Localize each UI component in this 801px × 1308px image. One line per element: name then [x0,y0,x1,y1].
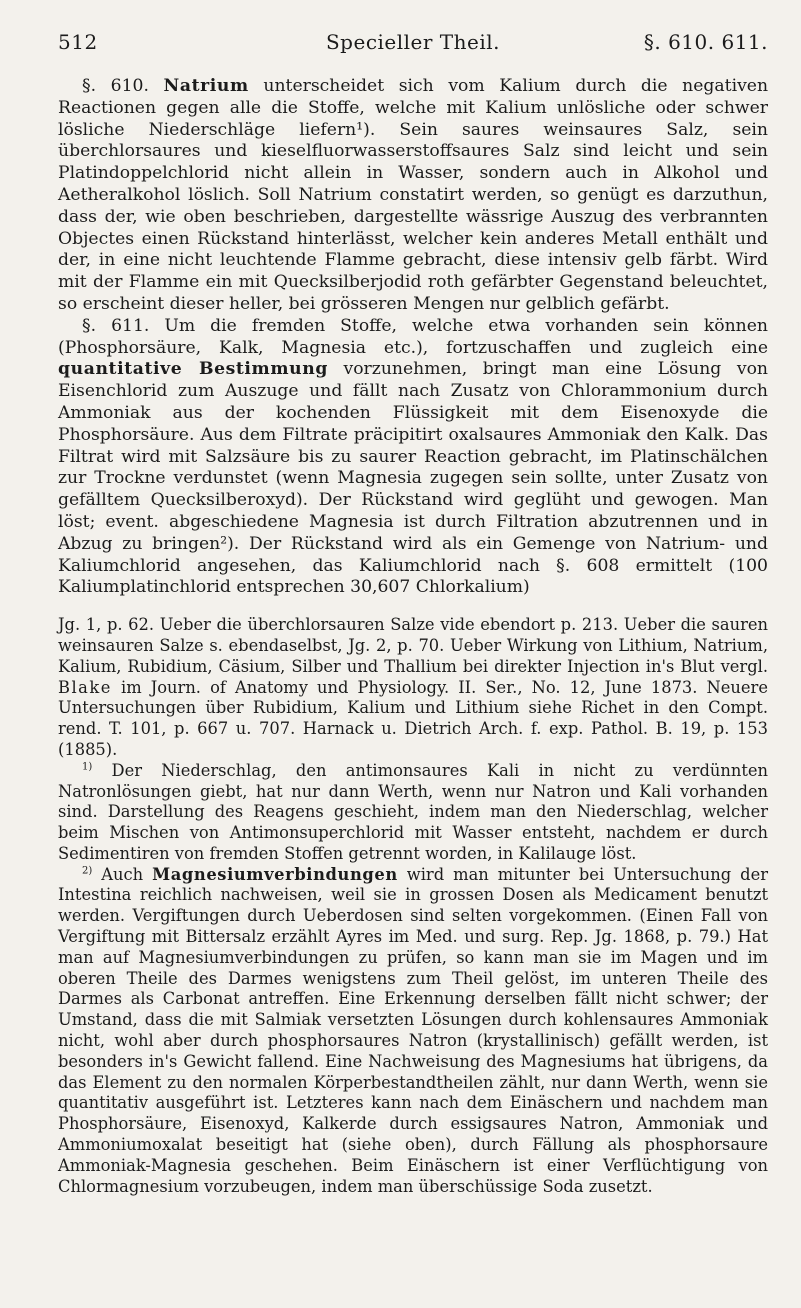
paragraph-611 [58,316,768,599]
keyword-magnesiumverbindungen: Magnesiumverbindungen [152,864,398,884]
footnote-1-mark: 1) [82,761,93,773]
footnote-continuation [58,615,768,761]
footnote-continuation-text-2: im Journ. of Anatomy und Physiology. II. Ser., No. 12, June 1873. Neuere Untersuchungen über Rubidium, Kalium und Lithium siehe Richet in den Compt. rend. T. 101, p. 667 u. 707. Harnack u. Dietrich Arch. f. exp. Pathol. B. 19, p. 153 (1885). [58,677,768,759]
section-611-text-before: Um die fremden Stoffe, welche etwa vorhanden sein können (Phosphorsäure, Kalk, Magnesia etc.), fortzuschaffen und zugleich eine [58,315,768,358]
footnote-1-text: Der Niederschlag, den antimonsaures Kali in nicht zu verdünnten Natronlösungen giebt, hat nur dann Werth, wenn nur Natron und Kali vorhanden sind. Darstellung des Reagens geschieht, indem man den Niederschlag, welcher beim Mischen von Antimonsuperchlorid mit Wasser entsteht, nachdem er durch Sedimentiren von fremden Stoffen getrennt worden, in Kalilauge löst. [58,760,768,863]
section-610-number: §. 610. [82,76,149,96]
footnote-2-lead: Auch [101,864,144,884]
footnotes [58,615,768,1197]
section-611-text-after: vorzunehmen, bringt man eine Lösung von Eisenchlorid zum Auszuge und fällt nach Zusatz von Chlorammonium durch Ammoniak aus der kochenden Flüssigkeit mit dem Eisenoxyde die Phosphorsäure. Aus dem Filtrate präcipitirt oxalsaures Ammoniak den Kalk. Das Filtrat wird mit Salzsäure bis zu saurer Reaction gebracht, im Platinschälchen zur Trockne verdunstet (wenn Magnesia zugegen sein sollte, unter Zusatz von gefälltem Quecksilberoxyd). Der Rückstand wird geglüht und gewogen. Man löst; event. abgeschiedene Magnesia ist durch Filtration abzutrennen und in Abzug zu bringen²). Der Rückstand wird als ein Gemenge von Natrium- und Kaliumchlorid angesehen, das Kaliumchlorid nach §. 608 ermittelt (100 Kaliumplatinchlorid entsprechen 30,607 Chlorkalium) [58,359,768,598]
main-text [58,76,768,599]
section-range: §. 610. 611. [643,30,768,54]
section-611-number: §. 611. [82,315,150,336]
paragraph-610 [58,76,768,316]
keyword-quantitative-bestimmung: quantitative Bestimmung [58,359,328,380]
footnote-author-blake: Blake [58,677,112,697]
running-title: Specieller Theil. [325,30,501,54]
footnote-2 [58,865,768,1198]
footnote-continuation-text: Jg. 1, p. 62. Ueber die überchlorsauren Salze vide ebendort p. 213. Ueber die sauren weinsauren Salze s. ebendaselbst, Jg. 2, p. 70. Ueber Wirkung von Lithium, Natrium, Kalium, Rubidium, Cäsium, Silber und Thallium bei direkter Injection in's Blut vergl. [58,615,768,676]
keyword-natrium: Natrium [163,76,249,96]
book-page [58,30,768,1197]
running-header [58,30,768,70]
section-610-text: unterscheidet sich vom Kalium durch die negativen Reactionen gegen alle die Stoffe, welche mit Kalium unlösliche oder schwer lösliche Niederschläge liefern¹). Sein saures weinsaures Salz, sein überchlorsaures und kieselfluorwasserstoffsaures Salz sind leicht und sein Platindoppelchlorid nicht allein in Wasser, sondern auch in Alkohol und Aetheralkohol löslich. Soll Natrium constatirt werden, so genügt es darzuthun, dass der, wie oben beschrieben, dargestellte wässrige Auszug des verbrannten Objectes einen Rückstand hinterlässt, welcher kein anderes Metall enthält und der, in eine nicht leuchtende Flamme gebracht, diese intensiv gelb färbt. Wird mit der Flamme ein mit Quecksilberjodid roth gefärbter Gegenstand beleuchtet, so erscheint dieser heller, bei grösseren Mengen nur gelblich gefärbt. [58,76,769,314]
footnote-2-text: wird man mitunter bei Untersuchung der Intestina reichlich nachweisen, weil sie in grossen Dosen als Medicament benutzt werden. Vergiftungen durch Ueberdosen sind selten vorgekommen. (Einen Fall von Vergiftung mit Bittersalz erzählt Ayres im Med. und surg. Rep. Jg. 1868, p. 79.) Hat man auf Magnesiumverbindungen zu prüfen, so kann man sie im Magen und im oberen Theile des Darmes wenigstens zum Theil gelöst, im unteren Theile des Darmes als Carbonat antreffen. Eine Erkennung derselben fällt nicht schwer; der Umstand, dass die mit Salmiak versetzten Lösungen durch kohlensaures Ammoniak nicht, wohl aber durch phosphorsaures Natron (krystallinisch) gefällt werden, ist besonders in's Gewicht fallend. Eine Nachweisung des Magnesiums hat übrigens, da das Element zu den normalen Körperbestandtheilen zählt, nur dann Werth, wenn sie quantitativ ausgeführt ist. Letzteres kann nach dem Einäschern und nachdem man Phosphorsäure, Eisenoxyd, Kalkerde durch essigsaures Natron, Ammoniak und Ammoniumoxalat beseitigt hat (siehe oben), durch Fällung als phosphorsaure Ammoniak-Magnesia geschehen. Beim Einäschern ist einer Verflüchtigung von Chlormagnesium vorzubeugen, indem man überschüssige Soda zusetzt. [58,864,769,1196]
page-number: 512 [58,30,98,54]
footnote-2-mark: 2) [82,865,93,877]
footnote-1 [58,761,768,865]
